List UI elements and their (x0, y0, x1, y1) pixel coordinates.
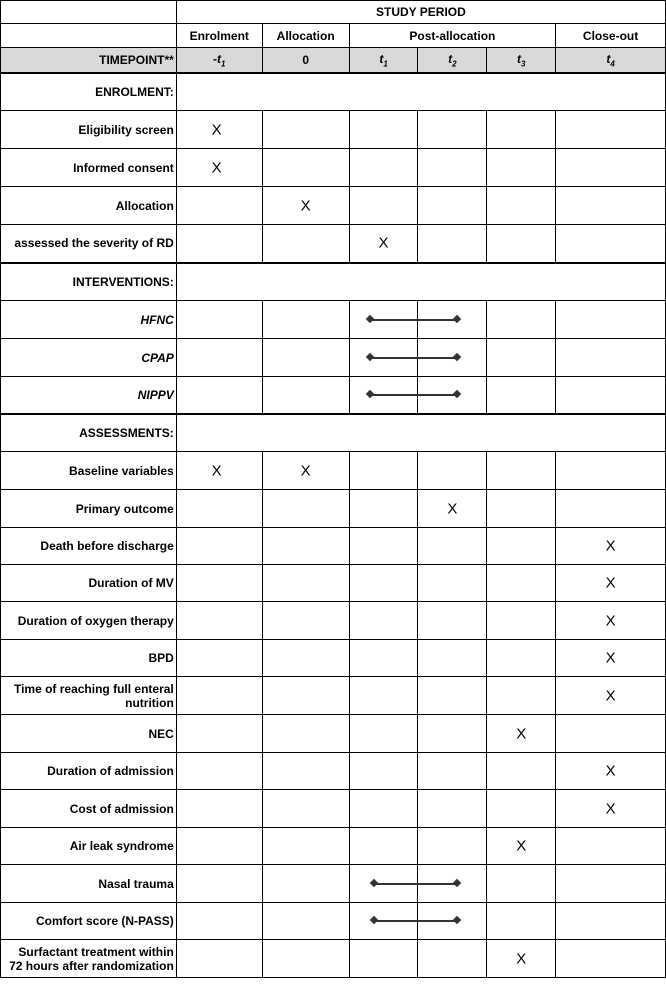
timepoint-cell (418, 753, 487, 790)
timepoint-cell (349, 377, 418, 414)
timepoint-cell (349, 149, 418, 187)
x-mark: X (516, 725, 527, 742)
timepoint-cell (556, 903, 666, 940)
timepoint-cell (349, 490, 418, 528)
timepoint-cell (556, 565, 666, 602)
row-label: Comfort score (N-PASS) (1, 903, 177, 940)
timepoint-cell (349, 753, 418, 790)
x-mark: X (605, 800, 616, 817)
enrolment-section-title: ENROLMENT: (1, 73, 177, 111)
schedule-row (1, 225, 666, 263)
timepoint-cell (349, 715, 418, 753)
schedule-row (1, 377, 666, 414)
row-label: HFNC (1, 301, 177, 339)
timepoint-cell (349, 565, 418, 602)
row-label: Time of reaching full enteral nutrition (1, 677, 177, 715)
corner-cell (1, 1, 177, 24)
timepoint-cell (487, 602, 556, 640)
timepoint-cell (262, 528, 349, 565)
timepoint-cell (418, 111, 487, 149)
timepoint-cell (262, 865, 349, 903)
timepoint-cell (487, 377, 556, 414)
timepoint-cell (262, 715, 349, 753)
x-mark: X (516, 950, 527, 967)
timepoint-cell (262, 111, 349, 149)
row-label: Surfactant treatment within 72 hours after randomization (1, 940, 177, 978)
phase-post-allocation: Post-allocation (349, 24, 556, 48)
timepoint-t3: $t_3$ (487, 48, 556, 73)
x-mark: X (300, 197, 311, 214)
timepoint-cell (418, 940, 487, 978)
timepoint-cell (556, 940, 666, 978)
timepoint-cell (418, 677, 487, 715)
row-label: CPAP (1, 339, 177, 377)
timepoint-cell (349, 828, 418, 865)
schedule-row (1, 111, 666, 149)
timepoint-cell (556, 640, 666, 677)
enrolment-section-blank (176, 73, 665, 111)
timepoint-cell (487, 828, 556, 865)
x-mark: X (211, 462, 222, 479)
timepoint-allocation: 0 (262, 48, 349, 73)
timepoint-cell (487, 865, 556, 903)
timepoint-cell (262, 339, 349, 377)
timepoint-cell (176, 111, 262, 149)
timepoint-cell (349, 640, 418, 677)
timepoint-cell (349, 602, 418, 640)
schedule-row (1, 903, 666, 940)
timepoint-cell (556, 377, 666, 414)
row-label: Duration of oxygen therapy (1, 602, 177, 640)
timepoint-cell (176, 602, 262, 640)
timepoint-cell (262, 452, 349, 490)
timepoint-cell (556, 339, 666, 377)
timepoint-cell (418, 225, 487, 263)
x-mark: X (516, 837, 527, 855)
x-mark: X (378, 234, 389, 252)
timepoint-cell (349, 790, 418, 828)
timepoint-cell (556, 452, 666, 490)
timepoint-cell (556, 490, 666, 528)
phase-close-out: Close-out (556, 24, 666, 48)
timepoint-cell (556, 187, 666, 225)
timepoint-t2: $t_2$ (418, 48, 487, 73)
timepoint-t1: $t_1$ (349, 48, 418, 73)
timepoint-cell (556, 828, 666, 865)
timepoint-cell (262, 301, 349, 339)
row-label: Primary outcome (1, 490, 177, 528)
timepoint-cell (556, 528, 666, 565)
timepoint-cell (418, 490, 487, 528)
timepoint-cell (176, 903, 262, 940)
timepoint-cell (418, 715, 487, 753)
timepoint-cell (487, 490, 556, 528)
x-mark: X (211, 159, 222, 176)
schedule-row (1, 753, 666, 790)
timepoint-cell (487, 301, 556, 339)
timepoint-cell (556, 715, 666, 753)
corner-cell (1, 24, 177, 48)
timepoint-cell (418, 903, 487, 940)
row-label: assessed the severity of RD (1, 225, 177, 263)
timepoint-cell (176, 677, 262, 715)
timepoint-cell (349, 339, 418, 377)
timepoint-cell (262, 828, 349, 865)
timepoint-cell (176, 452, 262, 490)
schedule-row (1, 339, 666, 377)
row-label: NEC (1, 715, 177, 753)
timepoint-cell (349, 528, 418, 565)
timepoint-cell (487, 565, 556, 602)
schedule-row (1, 528, 666, 565)
timepoint-cell (176, 640, 262, 677)
timepoint-cell (176, 790, 262, 828)
timepoint-cell (418, 149, 487, 187)
timepoint-cell (176, 528, 262, 565)
timepoint-cell (349, 940, 418, 978)
timepoint-cell (487, 149, 556, 187)
timepoint-cell (349, 301, 418, 339)
timepoint-cell (556, 602, 666, 640)
schedule-row (1, 149, 666, 187)
row-label: Baseline variables (1, 452, 177, 490)
schedule-row (1, 865, 666, 903)
timepoint-cell (487, 753, 556, 790)
timepoint-cell (176, 377, 262, 414)
schedule-row (1, 187, 666, 225)
row-label: Duration of MV (1, 565, 177, 602)
row-label: Death before discharge (1, 528, 177, 565)
timepoint-enrolment: $-t_1$ (176, 48, 262, 73)
timepoint-cell (556, 790, 666, 828)
timepoint-cell (176, 753, 262, 790)
schedule-row (1, 677, 666, 715)
timepoint-cell (418, 828, 487, 865)
schedule-row (1, 602, 666, 640)
phase-enrolment: Enrolment (176, 24, 262, 48)
timepoint-cell (487, 715, 556, 753)
timepoint-cell (262, 753, 349, 790)
timepoint-cell (262, 225, 349, 263)
timepoint-cell (487, 790, 556, 828)
row-label: Eligibility screen (1, 111, 177, 149)
schedule-row (1, 452, 666, 490)
timepoint-cell (418, 602, 487, 640)
assessments-section-blank (176, 414, 665, 452)
row-label: Informed consent (1, 149, 177, 187)
timepoint-cell (418, 301, 487, 339)
study-period-header: STUDY PERIOD (176, 1, 665, 24)
interventions-section-title: INTERVENTIONS: (1, 263, 177, 301)
x-mark: X (447, 500, 458, 517)
timepoint-cell (176, 187, 262, 225)
schedule-row (1, 640, 666, 677)
row-label: Allocation (1, 187, 177, 225)
timepoint-cell (418, 339, 487, 377)
timepoint-cell (349, 187, 418, 225)
timepoint-cell (176, 828, 262, 865)
x-mark: X (605, 687, 616, 704)
timepoint-cell (176, 865, 262, 903)
row-label: Cost of admission (1, 790, 177, 828)
timepoint-cell (487, 339, 556, 377)
row-label: BPD (1, 640, 177, 677)
timepoint-cell (487, 640, 556, 677)
timepoint-cell (418, 640, 487, 677)
timepoint-cell (487, 903, 556, 940)
schedule-row (1, 828, 666, 865)
timepoint-cell (262, 903, 349, 940)
schedule-row (1, 490, 666, 528)
x-mark: X (211, 121, 222, 138)
timepoint-cell (176, 301, 262, 339)
timepoint-cell (418, 528, 487, 565)
timepoint-label: TIMEPOINT** (1, 48, 177, 73)
timepoint-cell (487, 111, 556, 149)
timepoint-cell (487, 677, 556, 715)
row-label: Duration of admission (1, 753, 177, 790)
timepoint-cell (262, 790, 349, 828)
x-mark: X (605, 574, 616, 592)
timepoint-cell (418, 377, 487, 414)
timepoint-cell (556, 225, 666, 263)
timepoint-cell (418, 790, 487, 828)
schedule-row (1, 301, 666, 339)
timepoint-t4: $t_4$ (556, 48, 666, 73)
timepoint-cell (176, 565, 262, 602)
timepoint-cell (262, 490, 349, 528)
timepoint-cell (556, 753, 666, 790)
timepoint-cell (262, 377, 349, 414)
assessments-section-title: ASSESSMENTS: (1, 414, 177, 452)
timepoint-cell (349, 903, 418, 940)
timepoint-cell (487, 940, 556, 978)
timepoint-cell (176, 339, 262, 377)
row-label: Air leak syndrome (1, 828, 177, 865)
x-mark: X (605, 649, 616, 667)
timepoint-cell (262, 602, 349, 640)
timepoint-cell (418, 187, 487, 225)
timepoint-cell (556, 149, 666, 187)
timepoint-cell (418, 452, 487, 490)
row-label: NIPPV (1, 377, 177, 414)
x-mark: X (605, 762, 616, 780)
timepoint-cell (176, 715, 262, 753)
phase-allocation: Allocation (262, 24, 349, 48)
timepoint-cell (349, 677, 418, 715)
timepoint-cell (262, 640, 349, 677)
timepoint-cell (487, 225, 556, 263)
timepoint-cell (262, 677, 349, 715)
timepoint-cell (556, 865, 666, 903)
timepoint-cell (487, 528, 556, 565)
schedule-row (1, 790, 666, 828)
timepoint-cell (176, 149, 262, 187)
timepoint-cell (349, 452, 418, 490)
timepoint-cell (487, 452, 556, 490)
schedule-row (1, 940, 666, 978)
timepoint-cell (418, 565, 487, 602)
timepoint-cell (262, 565, 349, 602)
row-label: Nasal trauma (1, 865, 177, 903)
timepoint-cell (176, 225, 262, 263)
timepoint-cell (176, 940, 262, 978)
schedule-row (1, 565, 666, 602)
schedule-row (1, 715, 666, 753)
timepoint-cell (556, 111, 666, 149)
interventions-section-blank (176, 263, 665, 301)
timepoint-cell (262, 187, 349, 225)
timepoint-cell (262, 149, 349, 187)
timepoint-cell (349, 865, 418, 903)
x-mark: X (605, 537, 616, 555)
timepoint-cell (262, 940, 349, 978)
timepoint-cell (349, 225, 418, 263)
timepoint-cell (176, 490, 262, 528)
x-mark: X (300, 462, 311, 479)
timepoint-cell (349, 111, 418, 149)
timepoint-cell (487, 187, 556, 225)
x-mark: X (605, 612, 616, 629)
timepoint-cell (556, 301, 666, 339)
timepoint-cell (556, 677, 666, 715)
timepoint-cell (418, 865, 487, 903)
